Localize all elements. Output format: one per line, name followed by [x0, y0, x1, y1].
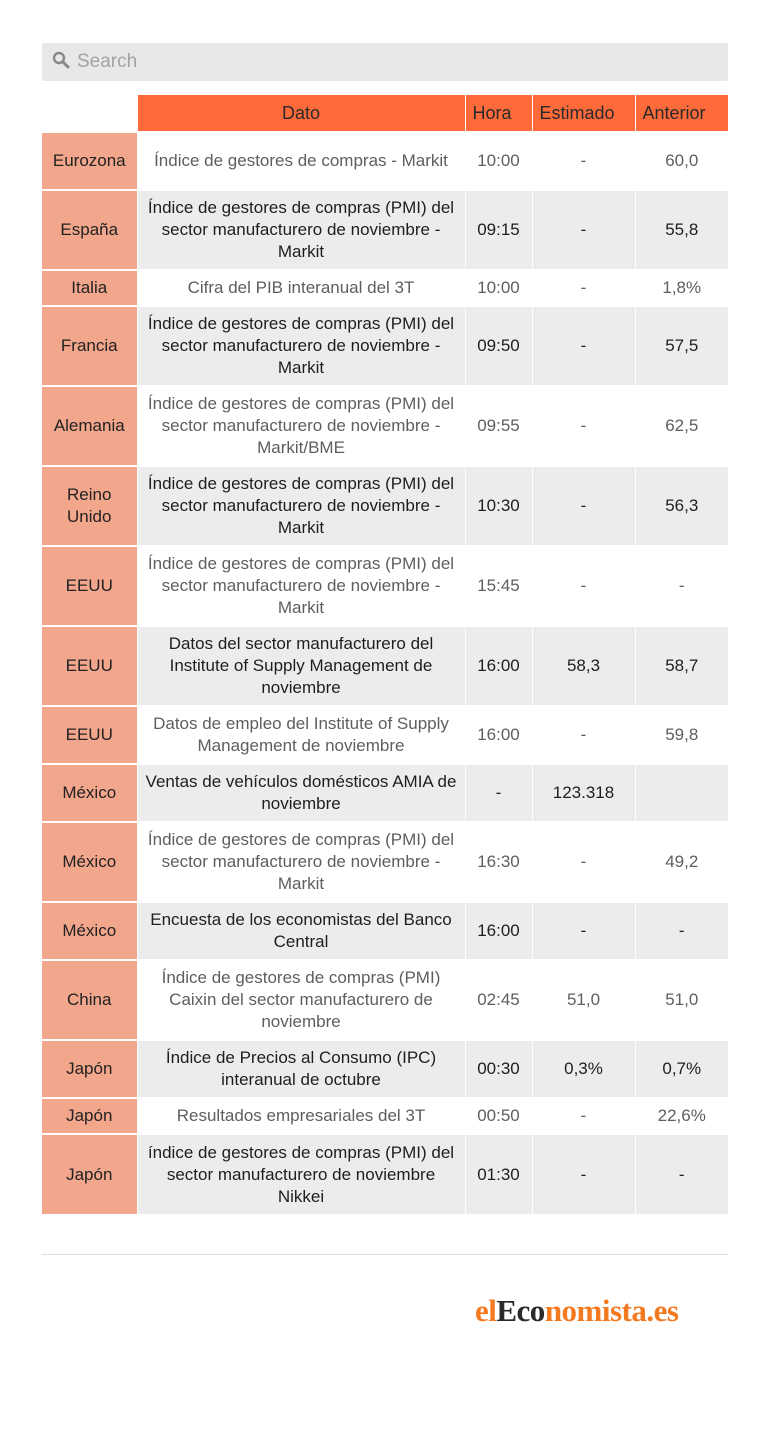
cell-estimado: -: [532, 132, 635, 190]
cell-anterior: 51,0: [635, 960, 728, 1040]
economic-calendar-table: [42, 95, 728, 1214]
cell-anterior: -: [635, 902, 728, 960]
cell-country: Francia: [42, 306, 137, 386]
cell-country: México: [42, 902, 137, 960]
table-row: [42, 306, 728, 386]
cell-anterior: -: [635, 546, 728, 626]
eleconomista-logo[interactable]: [475, 1290, 729, 1332]
cell-dato: Ventas de vehículos domésticos AMIA de noviembre: [137, 764, 465, 822]
cell-estimado: -: [532, 546, 635, 626]
logo-part-nomista: nomista.es: [544, 1293, 679, 1328]
table-header-row: [42, 95, 728, 132]
table-row: [42, 466, 728, 546]
cell-anterior: 56,3: [635, 466, 728, 546]
cell-dato: Resultados empresariales del 3T: [137, 1098, 465, 1134]
cell-country: Japón: [42, 1098, 137, 1134]
cell-estimado: -: [532, 466, 635, 546]
cell-hora: 10:30: [465, 466, 532, 546]
cell-country: EEUU: [42, 546, 137, 626]
header-country: [42, 95, 137, 132]
cell-dato: Índice de gestores de compras (PMI) del sector manufacturero de noviembre - Markit: [137, 466, 465, 546]
cell-estimado: -: [532, 706, 635, 764]
cell-dato: Índice de gestores de compras (PMI) del sector manufacturero de noviembre - Markit: [137, 190, 465, 270]
cell-estimado: -: [532, 1098, 635, 1134]
cell-hora: 00:30: [465, 1040, 532, 1098]
cell-country: Japón: [42, 1134, 137, 1214]
search-bar[interactable]: [42, 43, 728, 81]
cell-dato: Índice de gestores de compras (PMI) del sector manufacturero de noviembre - Markit: [137, 546, 465, 626]
cell-dato: Índice de gestores de compras (PMI) del sector manufacturero de noviembre - Markit: [137, 306, 465, 386]
cell-dato: índice de gestores de compras (PMI) del sector manufacturero de noviembre Nikkei: [137, 1134, 465, 1214]
cell-hora: 16:00: [465, 706, 532, 764]
table-row: [42, 626, 728, 706]
table-row: [42, 706, 728, 764]
cell-anterior: 49,2: [635, 822, 728, 902]
header-estimado: Estimado: [532, 95, 635, 132]
cell-country: Italia: [42, 270, 137, 306]
cell-dato: Encuesta de los economistas del Banco Central: [137, 902, 465, 960]
cell-dato: Índice de gestores de compras (PMI) Caixin del sector manufacturero de noviembre: [137, 960, 465, 1040]
header-hora: Hora: [465, 95, 532, 132]
cell-dato: Cifra del PIB interanual del 3T: [137, 270, 465, 306]
cell-estimado: -: [532, 306, 635, 386]
cell-dato: Datos del sector manufacturero del Institute of Supply Management de noviembre: [137, 626, 465, 706]
cell-estimado: -: [532, 270, 635, 306]
cell-hora: 09:50: [465, 306, 532, 386]
table-row: [42, 960, 728, 1040]
cell-country: México: [42, 822, 137, 902]
cell-estimado: -: [532, 822, 635, 902]
cell-country: EEUU: [42, 626, 137, 706]
cell-country: EEUU: [42, 706, 137, 764]
table-row: [42, 902, 728, 960]
cell-anterior: 60,0: [635, 132, 728, 190]
cell-anterior: [635, 764, 728, 822]
cell-hora: 10:00: [465, 270, 532, 306]
cell-country: Reino Unido: [42, 466, 137, 546]
cell-estimado: -: [532, 1134, 635, 1214]
table-row: [42, 190, 728, 270]
cell-anterior: 62,5: [635, 386, 728, 466]
cell-country: Japón: [42, 1040, 137, 1098]
cell-anterior: -: [635, 1134, 728, 1214]
footer-divider: [42, 1254, 728, 1255]
cell-dato: Índice de gestores de compras (PMI) del sector manufacturero de noviembre - Markit/BME: [137, 386, 465, 466]
table-row: [42, 764, 728, 822]
logo-part-el: el: [475, 1293, 497, 1328]
cell-country: Alemania: [42, 386, 137, 466]
cell-country: España: [42, 190, 137, 270]
cell-dato: Índice de gestores de compras (PMI) del sector manufacturero de noviembre - Markit: [137, 822, 465, 902]
cell-anterior: 0,7%: [635, 1040, 728, 1098]
table-row: [42, 822, 728, 902]
cell-estimado: 0,3%: [532, 1040, 635, 1098]
cell-hora: 16:30: [465, 822, 532, 902]
cell-hora: 16:00: [465, 626, 532, 706]
cell-hora: 15:45: [465, 546, 532, 626]
header-anterior: Anterior: [635, 95, 728, 132]
cell-country: México: [42, 764, 137, 822]
cell-anterior: 22,6%: [635, 1098, 728, 1134]
cell-estimado: 123.318: [532, 764, 635, 822]
cell-hora: 02:45: [465, 960, 532, 1040]
cell-estimado: -: [532, 190, 635, 270]
cell-hora: 00:50: [465, 1098, 532, 1134]
table-row: [42, 132, 728, 190]
search-icon: [52, 51, 70, 74]
cell-hora: 09:55: [465, 386, 532, 466]
cell-dato: Índice de Precios al Consumo (IPC) interanual de octubre: [137, 1040, 465, 1098]
table-row: [42, 270, 728, 306]
table-row: [42, 546, 728, 626]
cell-anterior: 1,8%: [635, 270, 728, 306]
cell-estimado: 51,0: [532, 960, 635, 1040]
cell-estimado: -: [532, 386, 635, 466]
cell-hora: 01:30: [465, 1134, 532, 1214]
cell-anterior: 58,7: [635, 626, 728, 706]
cell-anterior: 59,8: [635, 706, 728, 764]
cell-hora: 10:00: [465, 132, 532, 190]
cell-anterior: 55,8: [635, 190, 728, 270]
cell-dato: Datos de empleo del Institute of Supply Management de noviembre: [137, 706, 465, 764]
cell-hora: 16:00: [465, 902, 532, 960]
cell-country: China: [42, 960, 137, 1040]
search-input[interactable]: [77, 51, 677, 73]
cell-dato: Índice de gestores de compras - Markit: [137, 132, 465, 190]
table-row: [42, 1098, 728, 1134]
cell-hora: -: [465, 764, 532, 822]
cell-anterior: 57,5: [635, 306, 728, 386]
logo-part-eco: Eco: [496, 1293, 545, 1328]
cell-hora: 09:15: [465, 190, 532, 270]
cell-estimado: -: [532, 902, 635, 960]
table-row: [42, 386, 728, 466]
cell-estimado: 58,3: [532, 626, 635, 706]
table-row: [42, 1134, 728, 1214]
cell-country: Eurozona: [42, 132, 137, 190]
table-row: [42, 1040, 728, 1098]
header-dato: Dato: [137, 95, 465, 132]
